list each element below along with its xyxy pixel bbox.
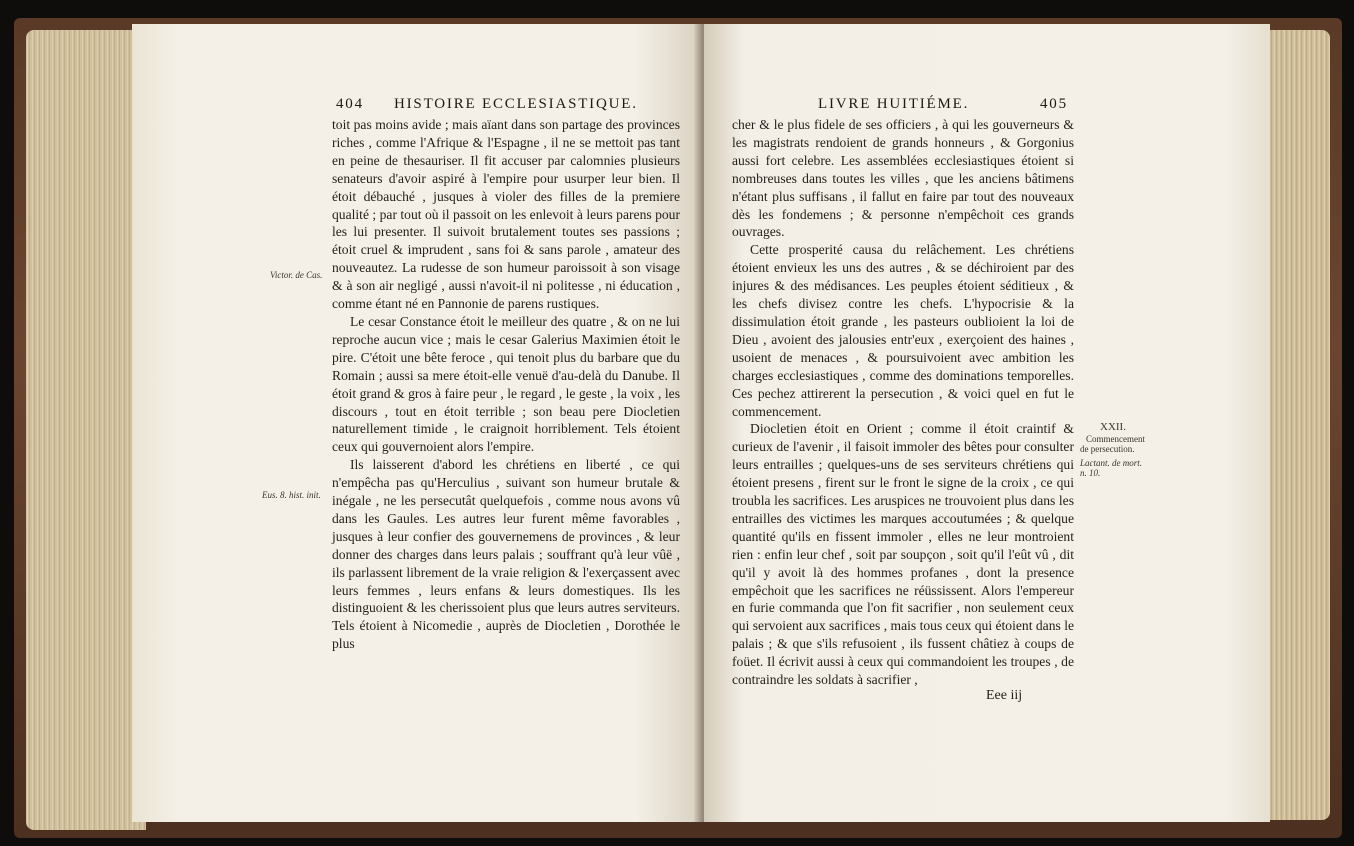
left-running-title: HISTOIRE ECCLESIASTIQUE. [394, 96, 638, 112]
right-page-edges [1268, 30, 1330, 820]
right-paragraph-2: Cette prosperité causa du relâchement. Les chrétiens étoient envieux les uns des autres , & se déchiroient par des injures & des médisances. Les peuples étoient séditieux , & les chefs divisez contre les chefs. L'hypocrisie & la dissimulation étoit grande , les pasteurs oublioient la loi de Dieu , avoient des jalousies entr'eux , exerçoient des haines , usoient de menaces , & poursuivoient avec ambition les charges ecclesiastiques , comme des dominations temporelles. Ces pechez attirerent la persecution , & voici quel en fut le commencement. [732, 242, 1074, 419]
left-margin-note-eusebius: Eus. 8. hist. init. [262, 490, 321, 500]
left-paragraph-3: Ils laisserent d'abord les chrétiens en liberté , ce qui n'empêcha pas qu'Herculius , suivant son humeur brutale & inégale , ne les persecutât quelquefois , comme nous avons vû dans les Gaules. Les autres leur furent même favorables , jusques à leur confier des gouvernemens de provinces , & leur donner des charges dans leurs palais ; souffrant qu'à leur vûë , ils parlassent librement de la vraie religion & l'exerçassent avec leurs femmes , leurs enfans & leurs domestiques. Ils les distinguoient & les cherissoient plus que leurs autres serviteurs. Tels étoient à Nicomedie , auprès de Diocletien , Dorothée le plus [332, 457, 680, 652]
left-page-edges [26, 30, 146, 830]
left-paragraph-2: Le cesar Constance étoit le meilleur des quatre , & on ne lui reproche aucun vice ; mais le cesar Galerius Maximien étoit le pire. C'étoit une bête feroce , qui tenoit plus du barbare que du Romain ; aussi sa mere étoit-elle venuë d'au-delà du Danube. Il étoit grand & gros à faire peur , le regard , le geste , la voix , les discours , tout en étoit terrible ; son beau pere Diocletien naturellement timide , le craignoit horriblement. Tels étoient ceux qui gouvernoient alors l'empire. [332, 313, 680, 455]
right-page-header [818, 96, 1080, 116]
right-paragraph-1: cher & le plus fidele de ses officiers , à qui les gouverneurs & les magistrats rendoient de grands honneurs , & Gorgonius aussi fort celebre. Les assemblées ecclesiastiques étoient si nombreuses dans toutes les villes , que les anciens bâtimens n'étant plus suffisans , il fallut en faire par tout des nouveaux dès les fondemens ; & personne n'empêchoit ces grands ouvrages. [732, 117, 1074, 240]
right-page-body [732, 116, 1074, 689]
signature-mark: Eee iij [986, 688, 1023, 703]
left-page-body [332, 116, 680, 653]
left-page-header [336, 96, 666, 116]
left-paragraph-1: toit pas moins avide ; mais aïant dans son partage des provinces riches , comme l'Afrique & l'Espagne , il ne se mettoit pas tant en peine de thesauriser. Il fit accuser par calomnies plusieurs senateurs d'avoir aspiré à l'empire pour usurper leur bien. Il étoit débauché , jusques à violer des filles de la premiere qualité ; par tout où il passoit on les enlevoit à leurs parens pour les lui presenter. Il suivoit brutalement toutes ses passions ; étoit cruel & imprudent , sans foi & sans parole , amateur des nouveautez. La rudesse de son humeur paroissoit à son visage & à son air negligé , aussi n'avoit-il ni politesse , ni éducation , comme étant né en Pannonie de parens rustiques. [332, 117, 680, 312]
right-paragraph-3: Diocletien étoit en Orient ; comme il étoit craintif & curieux de l'avenir , il faisoit immoler des bêtes pour consulter leurs entrailles ; quelques-uns de ses serviteurs chrétiens qui étoient presens , firent sur le front le signe de la croix , ce qui troubla les sacrifices. Les aruspices ne trouvoient plus dans les entrailles des victimes les marques accoutumées ; & quelque quantité qu'ils en fissent immoler , elles ne leur montroient rien : enfin leur chef , soit par soupçon , soit qu'il l'eût vû , dit qu'il y avoit là des hommes profanes , dont la presence empêchoit que les sacrifices ne réüssissent. Alors l'empereur en furie commanda que l'on fit sacrifier , non seulement ceux qui servoient aux sacrifices , mais tous ceux qui étoient dans le palais ; & que s'ils refusoient , ils fussent châtiez à coups de foüet. Il écrivit aussi à ceux qui commandoient les troupes , de contraindre les soldats à sacrifier , [732, 421, 1075, 688]
left-page-number: 404 [336, 96, 364, 112]
right-margin-heading-1: Commencement [1086, 434, 1145, 444]
right-margin-ref-2: n. 10. [1080, 468, 1101, 478]
right-margin-heading-2: de persecution. [1080, 444, 1135, 454]
right-margin-ref-1: Lactant. de mort. [1080, 458, 1142, 468]
right-margin-number: XXII. [1100, 421, 1126, 433]
right-running-title: LIVRE HUITIÉME. [818, 96, 970, 112]
right-page-number: 405 [1040, 96, 1068, 112]
left-margin-note-victor: Victor. de Cas. [270, 270, 323, 280]
